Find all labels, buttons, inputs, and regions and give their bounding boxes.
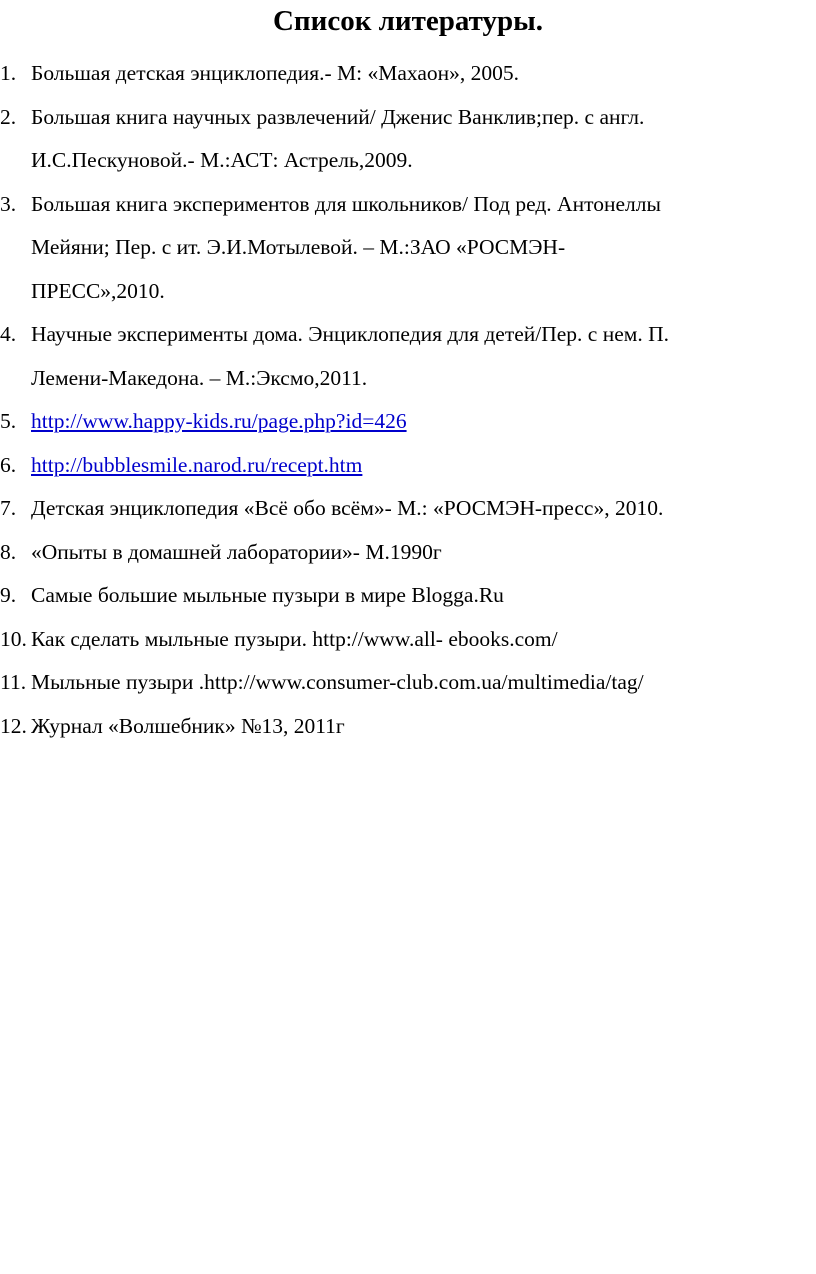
item-number: 2. xyxy=(0,104,17,129)
list-item xyxy=(0,487,800,531)
item-line: Научные эксперименты дома. Энциклопедия для детей/Пер. с нем. П. xyxy=(31,322,670,346)
item-number: 7. xyxy=(0,496,17,520)
item-number: 4. xyxy=(0,322,17,346)
item-number: 12. xyxy=(0,713,27,738)
list-item xyxy=(0,400,800,444)
item-line: Большая детская энциклопедия.- М: «Махаон», 2005. xyxy=(31,61,520,85)
item-text xyxy=(31,96,800,183)
list-item xyxy=(0,705,800,749)
item-text xyxy=(31,487,800,531)
list-item xyxy=(0,531,800,575)
list-item xyxy=(0,96,800,183)
item-line: Самые большие мыльные пузыри в мире Blogga.Ru xyxy=(31,583,504,607)
item-text xyxy=(31,52,800,96)
list-item xyxy=(0,574,800,618)
item-text xyxy=(31,661,800,705)
item-line: Мыльные пузыри .http://www.consumer-club.com.ua/multimedia/tag/ xyxy=(31,670,644,694)
item-line: Детская энциклопедия «Всё обо всём»- М.: «РОСМЭН-пресс», 2010. xyxy=(31,496,664,520)
list-item xyxy=(0,313,800,400)
page-title: Список литературы. xyxy=(272,5,544,37)
item-text xyxy=(31,531,800,575)
item-number: 11. xyxy=(0,670,27,694)
item-number: 3. xyxy=(0,191,17,216)
item-number: 10. xyxy=(0,626,27,651)
item-line: ПРЕСС»,2010. xyxy=(31,278,165,303)
item-line: «Опыты в домашней лаборатории»- М.1990г xyxy=(31,539,442,564)
item-line: Большая книга научных развлечений/ Дженис Ванклив;пер. с англ. xyxy=(31,104,645,129)
happy-kids-link[interactable]: http://www.happy-kids.ru/page.php?id=426 xyxy=(31,409,407,433)
list-item xyxy=(0,661,800,705)
list-item xyxy=(0,444,800,488)
item-line: Лемени-Македона. – М.:Эксмо,2011. xyxy=(31,365,368,390)
item-number: 8. xyxy=(0,539,17,564)
list-item xyxy=(0,52,800,96)
item-text xyxy=(31,183,800,314)
item-text xyxy=(31,705,800,749)
list-item xyxy=(0,183,800,314)
item-number: 1. xyxy=(0,61,17,85)
item-line: Как сделать мыльные пузыри. http://www.all- ebooks.com/ xyxy=(31,626,558,651)
item-number: 9. xyxy=(0,583,17,607)
item-number: 5. xyxy=(0,409,17,433)
item-line: Мейяни; Пер. с ит. Э.И.Мотылевой. – М.:ЗАО «РОСМЭН- xyxy=(31,235,566,259)
item-line: И.С.Пескуновой.- М.:АСТ: Астрель,2009. xyxy=(31,148,413,172)
reference-list xyxy=(0,52,800,748)
item-text xyxy=(31,574,800,618)
item-line: Большая книга экспериментов для школьников/ Под ред. Антонеллы xyxy=(31,191,661,216)
item-line: Журнал «Волшебник» №13, 2011г xyxy=(31,713,345,738)
bubblesmile-link[interactable]: http://bubblesmile.narod.ru/recept.htm xyxy=(31,452,363,477)
item-text xyxy=(31,618,800,662)
item-text xyxy=(31,400,800,444)
list-item xyxy=(0,618,800,662)
item-text xyxy=(31,444,800,488)
item-number: 6. xyxy=(0,452,17,477)
item-text xyxy=(31,313,800,400)
